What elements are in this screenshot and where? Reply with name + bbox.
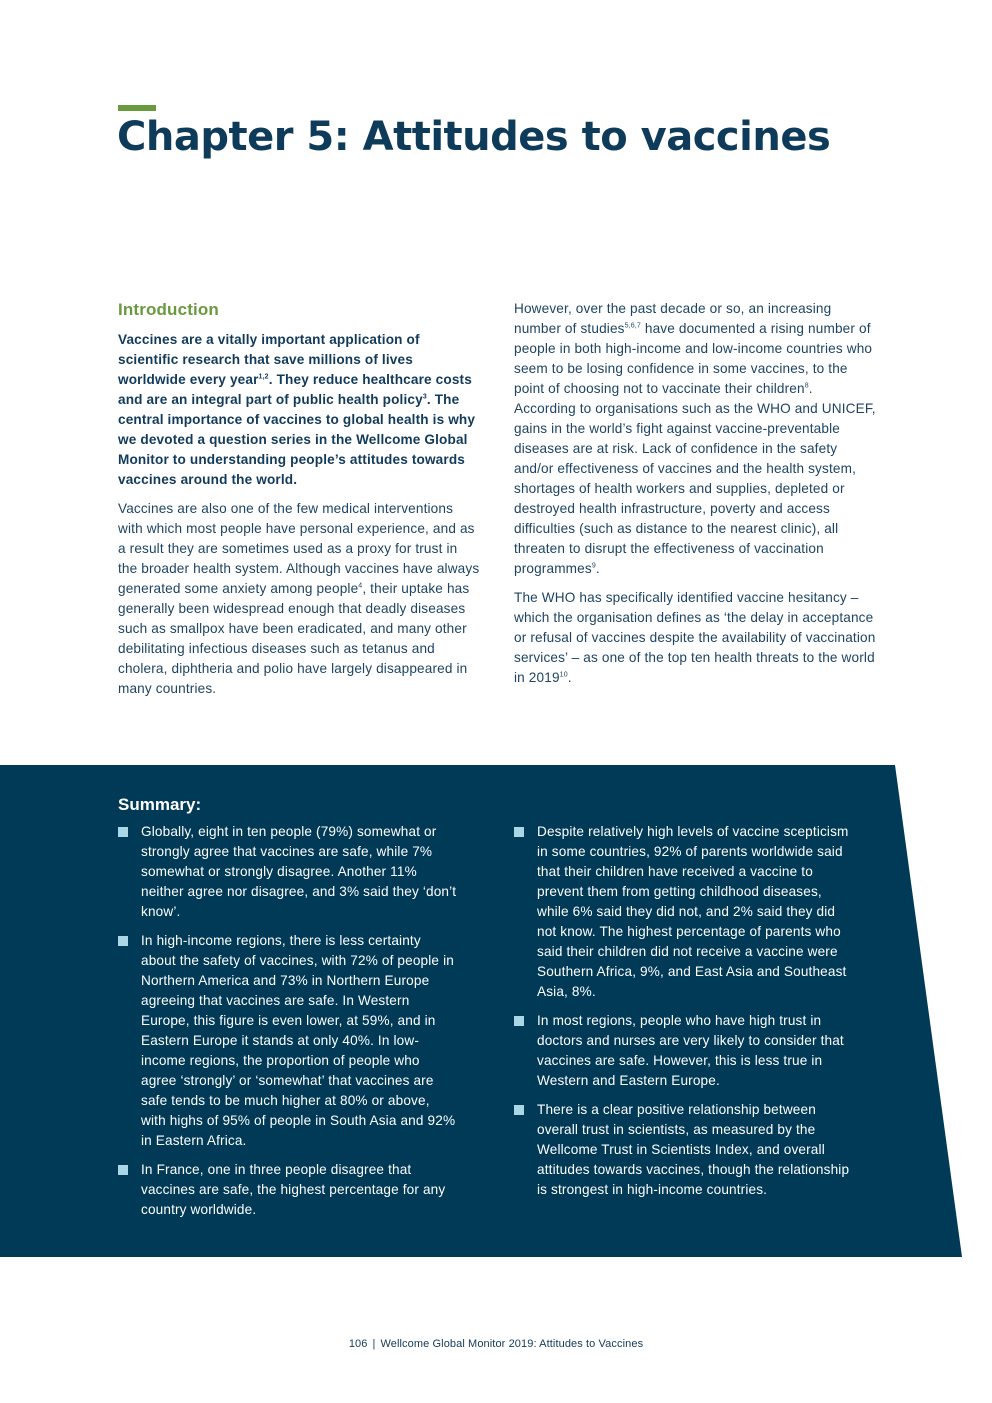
p4-text-2: . — [567, 670, 572, 685]
p3-text-4: . — [595, 561, 600, 576]
p2-text-2: , their uptake has generally been widespread enough that deadly diseases such as smallpox have been eradicated, and many other debilitating infectious diseases such as tetanus and cholera, diphtheria and polio have largely disappeared in many countries. — [118, 581, 470, 696]
publication-title: Wellcome Global Monitor 2019: Attitudes to Vaccines — [380, 1338, 644, 1350]
intro-right-column — [514, 299, 876, 697]
footnote-ref: 10 — [559, 671, 568, 679]
intro-lead-paragraph — [118, 330, 480, 490]
page-footer — [0, 1338, 992, 1350]
summary-item-text: In France, one in three people disagree that vaccines are safe, the highest percentage for any country worldwide. — [141, 1162, 446, 1217]
square-bullet-icon — [514, 827, 524, 837]
page-number: 106 — [348, 1338, 368, 1350]
intro-paragraph-4 — [514, 588, 876, 688]
summary-item-text: There is a clear positive relationship between overall trust in scientists, as measured by the Wellcome Trust in Scientists Index, and overall attitudes towards vaccines, though the relationship is strongest in high-income countries. — [537, 1102, 850, 1197]
intro-left-column — [118, 299, 480, 708]
summary-item-text: In high-income regions, there is less certainty about the safety of vaccines, with 72% of people in Northern America and 73% in Northern Europe agreeing that vaccines are safe. In Western Europe, this figure is even lower, at 59%, and in Eastern Europe it stands at only 40%. In low-income regions, the proportion of people who agree ‘strongly’ or ‘somewhat’ that vaccines are safe tends to be much higher at 80% or above, with highs of 95% of people in South Asia and 92% in Eastern Africa. — [141, 933, 456, 1148]
footnote-ref: 5,6,7 — [624, 322, 641, 330]
summary-item — [118, 1160, 458, 1220]
summary-list-right — [514, 822, 854, 1209]
chapter-title: Chapter 5: Attitudes to vaccines — [117, 114, 831, 160]
intro-heading: Introduction — [118, 300, 219, 319]
footnote-ref: 4 — [358, 582, 363, 590]
chapter-accent-bar — [118, 105, 156, 111]
summary-list-left — [118, 822, 458, 1229]
p3-text-3: . According to organisations such as the WHO and UNICEF, gains in the world’s fight against vaccine-preventable diseases are at risk. Lack of confidence in the safety and/or effectiveness of vaccines and the health system, shortages of health workers and supplies, depleted or destroyed health infrastructure, poverty and access difficulties (such as distance to the nearest clinic), all threaten to disrupt the effectiveness of vaccination programmes — [514, 381, 876, 576]
square-bullet-icon — [118, 827, 128, 837]
summary-item-text: Globally, eight in ten people (79%) somewhat or strongly agree that vaccines are safe, while 7% somewhat or strongly disagree. Another 11% neither agree nor disagree, and 3% said they ‘don’t know’. — [141, 824, 457, 919]
summary-item — [118, 931, 458, 1151]
square-bullet-icon — [118, 936, 128, 946]
p3-text-1: However, over the past decade or so, an increasing number of studies — [514, 301, 832, 336]
footnote-ref: 1,2 — [258, 373, 269, 381]
summary-item-text: In most regions, people who have high trust in doctors and nurses are very likely to consider that vaccines are safe. However, this is less true in Western and Eastern Europe. — [537, 1013, 844, 1088]
square-bullet-icon — [514, 1105, 524, 1115]
summary-item — [514, 1100, 854, 1200]
intro-paragraph-2 — [118, 499, 480, 699]
square-bullet-icon — [514, 1016, 524, 1026]
lead-text-1: Vaccines are a vitally important application of scientific research that save millions of lives worldwide every year — [118, 332, 420, 387]
summary-heading: Summary: — [118, 795, 202, 814]
summary-item-text: Despite relatively high levels of vaccine scepticism in some countries, 92% of parents worldwide said that their children have received a vaccine to prevent them from getting childhood diseases, while 6% said they did not, and 2% said they did not know. The highest percentage of parents who said their children did not receive a vaccine were Southern Africa, 9%, and East Asia and Southeast Asia, 8%. — [537, 824, 849, 999]
p3-text-2: have documented a rising number of people in both high-income and low-income countries who seem to be losing confidence in some vaccines, to the point of choosing not to vaccinate their children — [514, 321, 873, 396]
lead-text-3: . The central importance of vaccines to global health is why we devoted a question series in the Wellcome Global Monitor to understanding people’s attitudes towards vaccines around the world. — [118, 392, 476, 487]
footnote-ref: 8 — [804, 382, 809, 390]
summary-item — [514, 1011, 854, 1091]
footnote-ref: 9 — [591, 562, 596, 570]
footnote-ref: 3 — [422, 393, 427, 401]
summary-item — [118, 822, 458, 922]
square-bullet-icon — [118, 1165, 128, 1175]
lead-text-2: . They reduce healthcare costs and are an integral part of public health policy — [118, 372, 472, 407]
p4-text-1: The WHO has specifically identified vaccine hesitancy – which the organisation defines as ‘the delay in acceptance or refusal of vaccines despite the availability of vaccination services’ – as one of the top ten health threats to the world in 2019 — [514, 590, 876, 685]
footer-separator: | — [372, 1338, 376, 1350]
intro-paragraph-3 — [514, 299, 876, 579]
summary-item — [514, 822, 854, 1002]
p2-text-1: Vaccines are also one of the few medical interventions with which most people have personal experience, and as a result they are sometimes used as a proxy for trust in the broader health system. Although vaccines have always generated some anxiety among people — [118, 501, 480, 596]
